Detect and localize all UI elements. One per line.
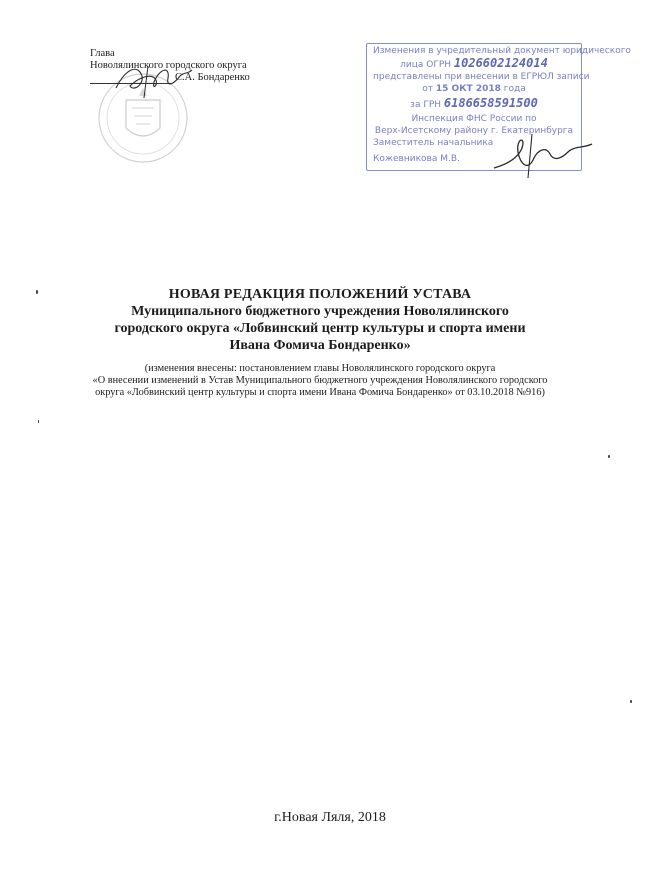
- handwritten-signature-right: [488, 128, 598, 183]
- approval-organization: Новолялинского городского округа: [90, 60, 247, 71]
- title-heading: НОВАЯ РЕДАКЦИЯ ПОЛОЖЕНИЙ УСТАВА: [168, 287, 472, 302]
- changes-note: [56, 363, 584, 399]
- title-line-4: Ивана Фомича Бондаренко»: [229, 338, 411, 353]
- scan-speck: [38, 420, 39, 423]
- scan-speck: [630, 700, 632, 703]
- stamp-date-suffix: года: [503, 84, 526, 94]
- stamp-official: Кожевникова М.В.: [373, 154, 460, 164]
- stamp-date-value: 15 ОКТ 2018: [435, 84, 501, 94]
- title-line-2: Муниципального бюджетного учреждения Новолялинского: [131, 304, 509, 319]
- title-line-3: городского округа «Лобвинский центр культуры и спорта имени: [114, 321, 526, 336]
- changes-line-2: «О внесении изменений в Устав Муниципального бюджетного учреждения Новолялинского городского: [92, 375, 548, 386]
- stamp-date-row: [373, 84, 575, 95]
- stamp-ogrn-row: [373, 58, 575, 71]
- approval-position: Глава: [90, 48, 115, 59]
- stamp-date-label: от: [422, 84, 433, 94]
- stamp-line-3: представлены при внесении в ЕГРЮЛ записи: [373, 72, 590, 82]
- stamp-grn-label: за ГРН: [410, 100, 442, 110]
- stamp-line-7: Верх-Исетскому району г. Екатеринбурга: [374, 126, 574, 136]
- scan-speck: [608, 455, 610, 458]
- approval-signer: С.А. Бондаренко: [175, 72, 250, 83]
- city-year: г.Новая Ляля, 2018: [274, 810, 386, 825]
- stamp-line-6: Инспекция ФНС России по: [411, 114, 537, 124]
- changes-line-3: округа «Лобвинский центр культуры и спорта имени Ивана Фомича Бондаренко» от 03.10.2018 №916): [95, 387, 545, 398]
- stamp-ogrn-value: 1026602124014: [453, 56, 548, 70]
- changes-line-1: (изменения внесены: постановлением главы Новолялинского городского округа: [144, 363, 496, 374]
- stamp-grn-row: [373, 98, 575, 111]
- stamp-line-8: Заместитель начальника: [373, 138, 494, 148]
- stamp-grn-value: 6186658591500: [443, 96, 538, 110]
- stamp-ogrn-label: лица ОГРН: [400, 60, 452, 70]
- document-title: [60, 286, 580, 354]
- stamp-line-1: Изменения в учредительный документ юридического: [373, 46, 631, 56]
- handwritten-signature-left: [108, 58, 198, 103]
- scan-speck: [36, 290, 38, 294]
